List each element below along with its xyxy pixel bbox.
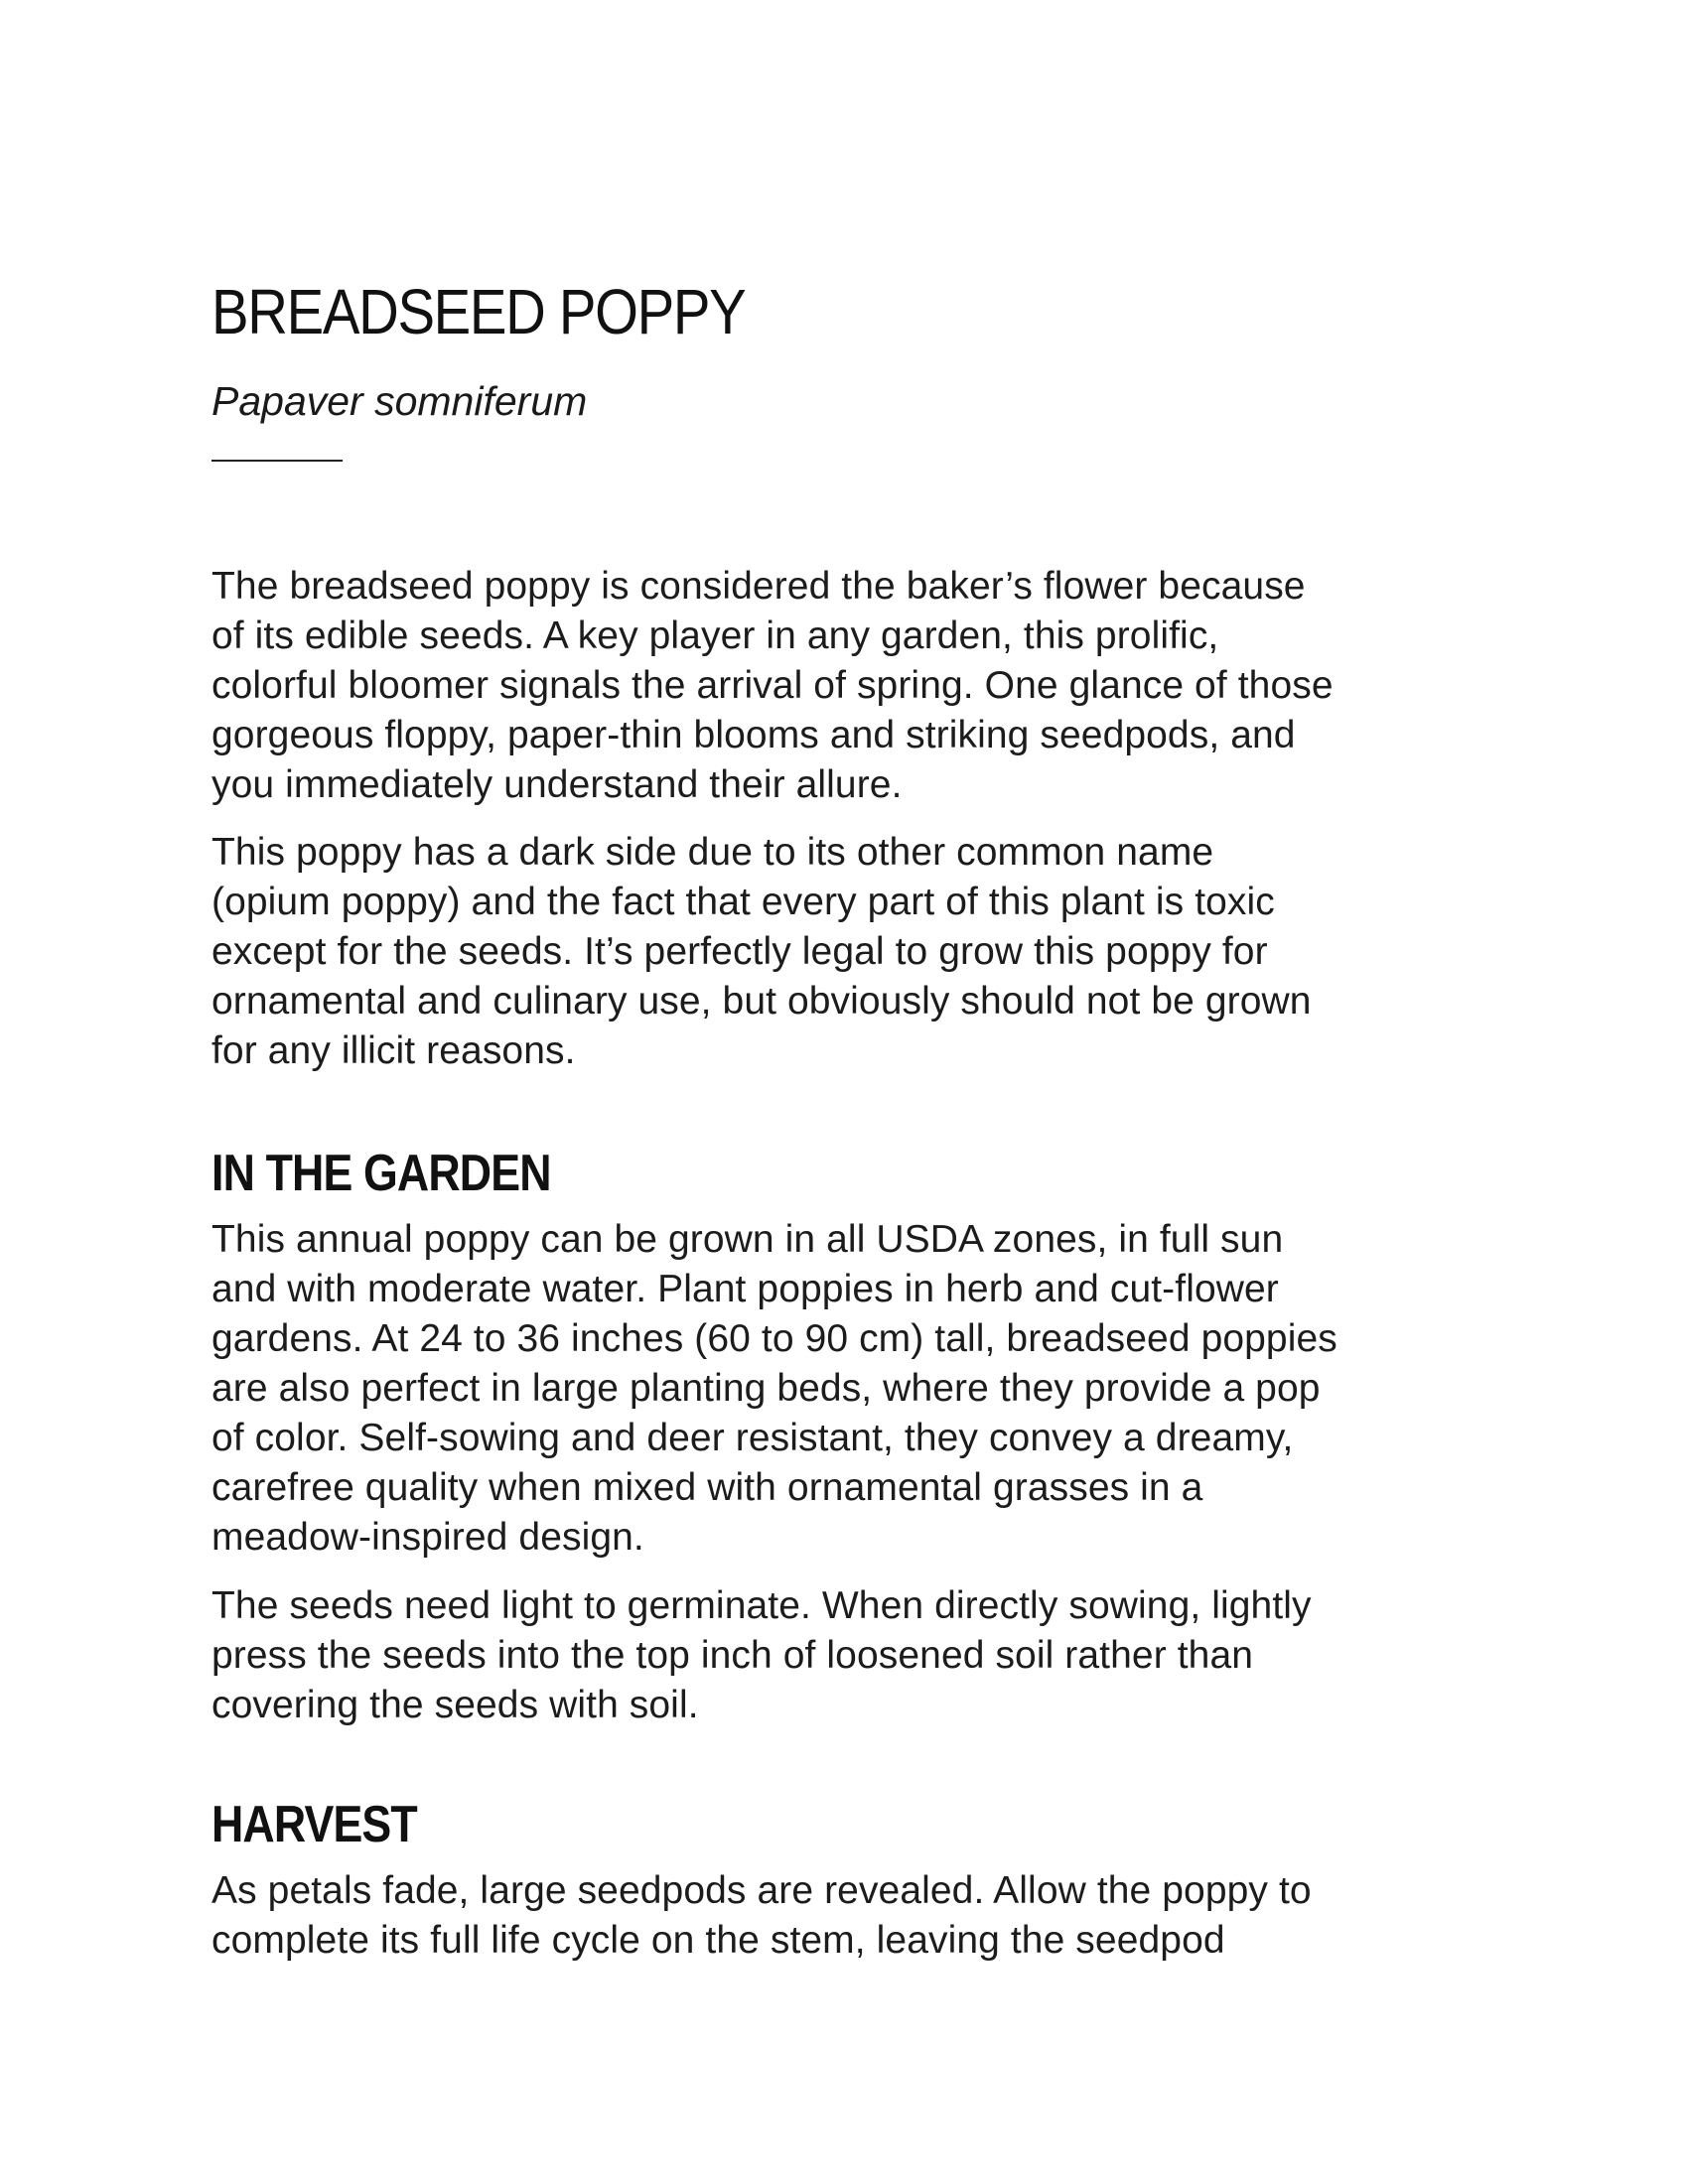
text-line: (opium poppy) and the fact that every part of this plant is toxic bbox=[211, 881, 1275, 923]
text-line: press the seeds into the top inch of loosened soil rather than bbox=[211, 1634, 1254, 1677]
text-line: The breadseed poppy is considered the baker’s flower because bbox=[211, 565, 1306, 608]
section-heading-garden: IN THE GARDEN bbox=[211, 1145, 551, 1202]
text-line: are also perfect in large planting beds, where they provide a pop bbox=[211, 1367, 1321, 1410]
text-line: gardens. At 24 to 36 inches (60 to 90 cm) tall, breadseed poppies bbox=[211, 1317, 1337, 1360]
text-line: except for the seeds. It’s perfectly legal to grow this poppy for bbox=[211, 930, 1268, 973]
text-line: meadow-inspired design. bbox=[211, 1516, 644, 1559]
botanical-name: Papaver somniferum bbox=[211, 378, 588, 424]
text-line: carefree quality when mixed with ornamental grasses in a bbox=[211, 1466, 1203, 1509]
text-line: covering the seeds with soil. bbox=[211, 1684, 699, 1726]
text-line: colorful bloomer signals the arrival of spring. One glance of those bbox=[211, 664, 1334, 707]
title-divider bbox=[211, 460, 343, 462]
text-line: of its edible seeds. A key player in any garden, this prolific, bbox=[211, 614, 1219, 657]
garden-paragraph-2 bbox=[211, 1581, 1312, 1730]
text-line: ornamental and culinary use, but obviously should not be grown bbox=[211, 980, 1312, 1023]
harvest-paragraph-1 bbox=[211, 1866, 1312, 1966]
text-line: gorgeous floppy, paper-thin blooms and striking seedpods, and bbox=[211, 714, 1296, 756]
text-line: complete its full life cycle on the stem, leaving the seedpod bbox=[211, 1919, 1225, 1962]
intro-paragraph-1 bbox=[211, 562, 1334, 810]
text-line: and with moderate water. Plant poppies in herb and cut-flower bbox=[211, 1268, 1279, 1310]
section-heading-harvest: HARVEST bbox=[211, 1796, 417, 1853]
text-line: This annual poppy can be grown in all USDA zones, in full sun bbox=[211, 1218, 1284, 1261]
text-line: for any illicit reasons. bbox=[211, 1029, 576, 1072]
text-line: you immediately understand their allure. bbox=[211, 763, 903, 806]
text-line: of color. Self-sowing and deer resistant, they convey a dreamy, bbox=[211, 1417, 1294, 1459]
text-line: As petals fade, large seedpods are revealed. Allow the poppy to bbox=[211, 1869, 1312, 1912]
intro-paragraph-2 bbox=[211, 828, 1312, 1076]
page-title: BREADSEED POPPY bbox=[211, 276, 746, 347]
text-line: This poppy has a dark side due to its other common name bbox=[211, 831, 1214, 874]
garden-paragraph-1 bbox=[211, 1215, 1337, 1563]
text-line: The seeds need light to germinate. When directly sowing, lightly bbox=[211, 1584, 1312, 1627]
